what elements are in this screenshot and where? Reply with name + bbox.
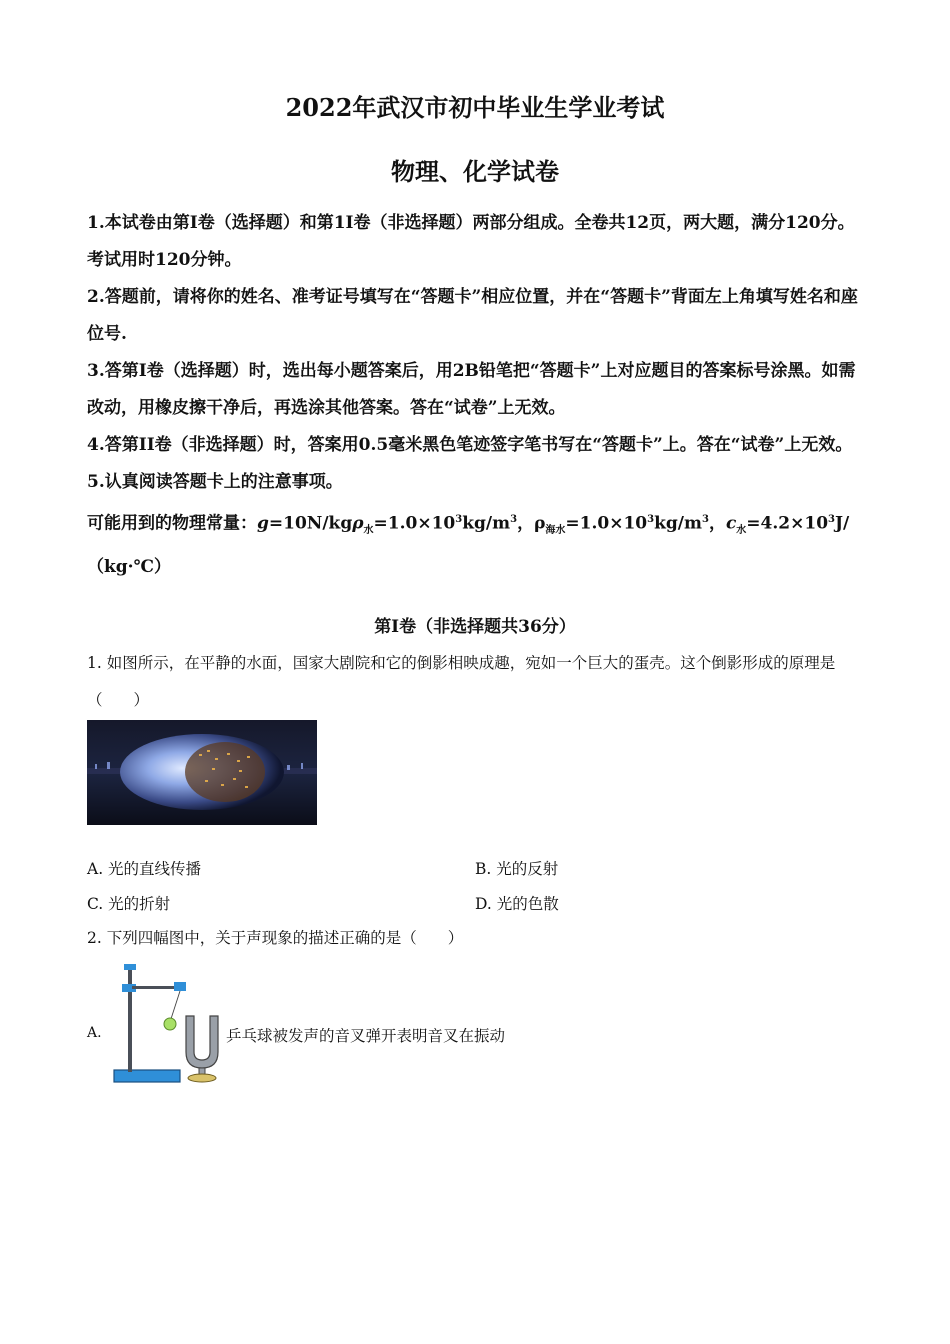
physics-constants: 可能用到的物理常量：$g=10N/kg\rho_水=1.0\times 10^3kg/m^3$，$\rho_{海水}=1.0\times 10^3kg/m^3$，$c_水=4.2\times 10^3J/(kg\cdot℃)$	[87, 513, 850, 578]
exam-title: 2022年武汉市初中毕业生学业考试	[285, 93, 665, 122]
q2-option-a-text: 乒乓球被发声的音叉弹开表明音叉在振动	[226, 1027, 506, 1045]
q1-option-c[interactable]: C. 光的折射	[87, 895, 171, 913]
exam-subtitle: 物理、化学试卷	[391, 157, 559, 186]
q1-option-a[interactable]: A. 光的直线传播	[87, 860, 202, 878]
instruction-3: 3.答第I卷（选择题）时，选出每小题答案后，用2B铅笔把“答题卡”上对应题目的答案标号涂黑。如需改动，用橡皮擦干净后，再选涂其他答案。答在“试卷”上无效。	[87, 361, 856, 418]
section-title: 第I卷（非选择题共36分）	[374, 617, 576, 637]
instruction-1: 1.本试卷由第I卷（选择题）和第1I卷（非选择题）两部分组成。全卷共12页，两大题，满分120分。考试用时120分钟。	[87, 213, 855, 270]
q2-option-a-label[interactable]: A.	[87, 1025, 102, 1041]
question-2-text: 2. 下列四幅图中，关于声现象的描述正确的是（ ）	[87, 929, 464, 947]
national-theatre-photo	[87, 720, 317, 825]
question-1-text: 1. 如图所示，在平静的水面，国家大剧院和它的倒影相映成趣，宛如一个巨大的蛋壳。这个倒影形成的原理是（ ）	[87, 654, 836, 709]
q1-option-b[interactable]: B. 光的反射	[475, 860, 559, 878]
instruction-2: 2.答题前，请将你的姓名、准考证号填写在“答题卡”相应位置，并在“答题卡”背面左上角填写姓名和座位号.	[87, 287, 858, 344]
q1-option-d[interactable]: D. 光的色散	[475, 895, 559, 913]
instruction-4: 4.答第II卷（非选择题）时，答案用0.5毫米黑色笔迹签字笔书写在“答题卡”上。答在“试卷”上无效。	[87, 435, 853, 455]
instructions	[87, 205, 867, 586]
tuning-fork-experiment-illustration	[110, 958, 230, 1088]
instruction-5: 5.认真阅读答题卡上的注意事项。	[87, 472, 343, 492]
